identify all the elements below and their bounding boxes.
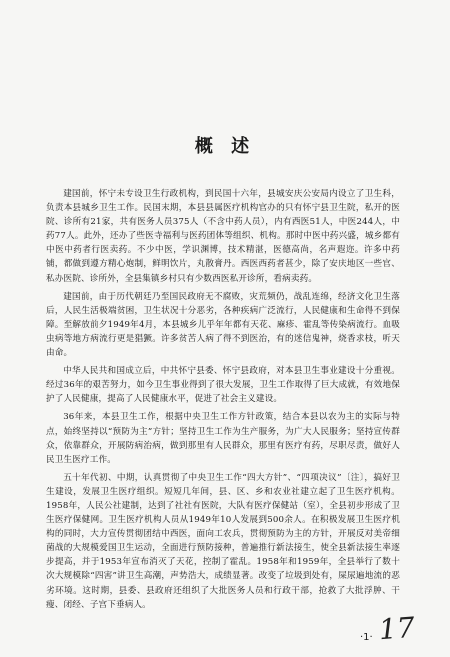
paragraph-5: 五十年代初、中期，认真贯彻了中央卫生工作“四大方针”、“四项决议”〔注〕，搞好卫生建设，发展卫生医疗组织。短短几年间，县、区、乡和农业社建立起了卫生医疗机构。1958年，人民公社建制，达到了社社有医院，大队有医疗保健站（室），全县初步形成了卫生医疗保健网。卫生医疗机构人员从1949年10人发展到500余人。在积极发展卫生医疗机构的同时，大力宣传贯彻团结中西医，面向工农兵，贯彻预防为主的方针，开展反对美帝细菌战的大规模爱国卫生运动，全面进行预防接种，普遍推行新法接生，使全县新法接生率逐步提高，并于1953年宣布消灭了天花，控制了霍乱。1958年和1959年，全县举行了数十次大规模除“四害”讲卫生高潮，声势浩大，成绩显著。改变了垃圾到处有，屎尿遍地流的恶劣环境。这时期，县委、县政府还组织了大批医务人员和行政干部，抢救了大批浮肿、干瘦、闭经、子宫下垂病人。 bbox=[46, 472, 400, 610]
paragraph-4: 36年来，本县卫生工作，根据中央卫生工作方针政策，结合本县以农为主的实际与特点，始终坚持以“预防为主”方针；坚持卫生工作为生产服务，为广大人民服务；坚持宣传群众，依靠群众，开展防病治病，做到那里有人民群众，那里有医疗有药，尽职尽责，做好人民卫生医疗工作。 bbox=[46, 412, 400, 465]
paragraph-3: 中华人民共和国成立后，中共怀宁县委、怀宁县政府，对本县卫生事业建设十分重视。经过36年的艰苦努力，如今卫生事业得到了很大发展，卫生工作取得了巨大成就，有效地保护了人民健康，提高了人民健康水平，促进了社会主义建设。 bbox=[46, 366, 400, 405]
body-text bbox=[46, 187, 400, 616]
paragraph-1: 建国前，怀宁未专设卫生行政机构，到民国十六年，县城安庆公安局内设立了卫生科，负责本县城乡卫生工作。民国末期，本县县属医疗机构官办的只有怀宁县卫生院，私开的医院、诊所有21家，共有医务人员375人（不含中药人员），内有西医51人，中医244人，中药77人。此外，还办了些医寺福利与医药团体等组织、机构。那时中医中药兴盛，城乡都有中医中药者行医卖药。不少中医，学识渊博，技术精湛，医德高尚，名声遐迩。许多中药铺，都做到遵方精心炮制，鲜明饮片，丸散膏丹。西医西药者甚少，除了安庆地区一些官、私办医院、诊所外，全县集镇乡村只有少数西医私开诊所，看病卖药。 bbox=[46, 189, 400, 284]
paragraph-2: 建国前，由于历代朝廷乃至国民政府无不腐败，灾荒频仍，战乱连绵，经济文化卫生落后，人民生活极端贫困，卫生状况十分恶劣，各种疾病广泛流行，人民健康和生命得不到保障。至解放前夕1949年4月，本县城乡儿乎年年都有天花、麻疹、霍乱等传染病流行。血吸虫病等地方病流行更是猖獗。许多贫苦人病了得不到医治，有的迷信鬼神，烧香求枝，听天由命。 bbox=[46, 291, 400, 359]
handwritten-page-mark: 17 bbox=[377, 610, 416, 647]
page-footer bbox=[360, 610, 416, 647]
page-number: ·1· bbox=[360, 632, 373, 643]
chapter-title: 概 述 bbox=[194, 136, 256, 157]
